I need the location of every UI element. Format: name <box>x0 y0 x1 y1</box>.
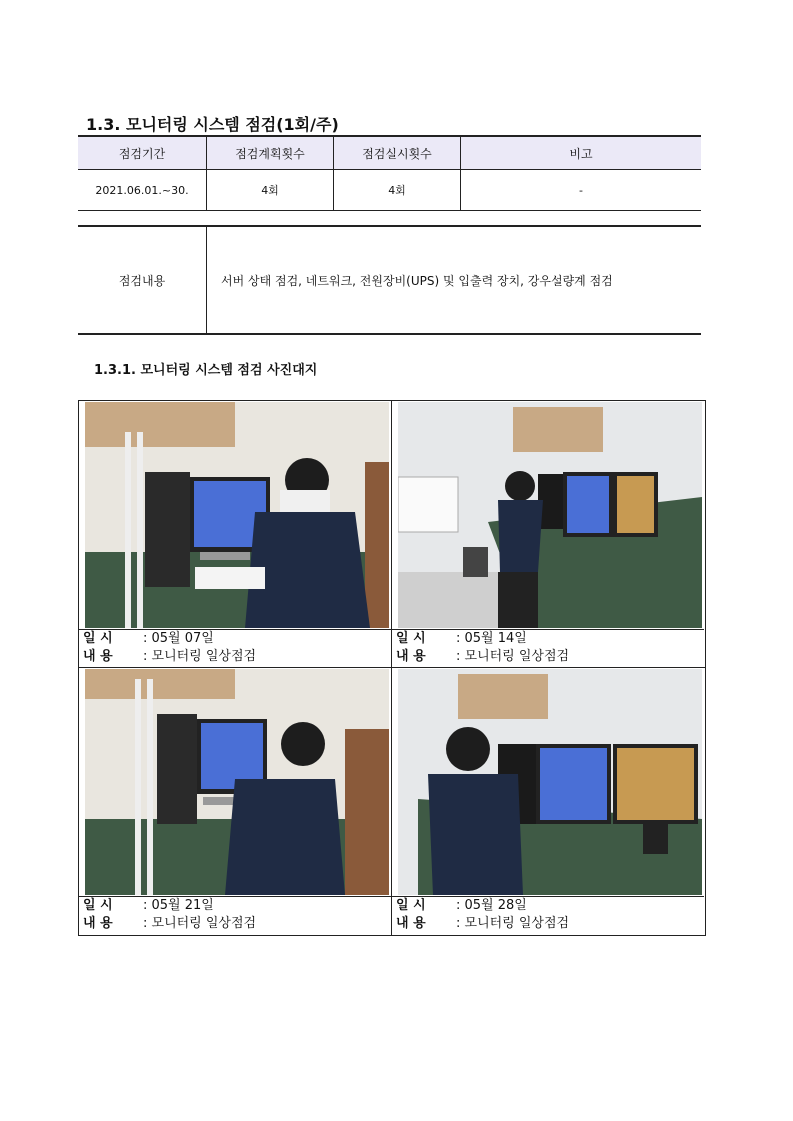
section-title: 1.3. 모니터링 시스템 점검(1회/주) <box>86 115 339 134</box>
inspection-photo <box>85 669 389 895</box>
table-cell: 4회 <box>334 170 461 211</box>
content-label: 내 용 <box>83 916 113 931</box>
photo-grid <box>78 400 706 936</box>
content-label: 내 용 <box>396 916 426 931</box>
photo-cell <box>79 401 391 667</box>
column-header: 점검계획횟수 <box>207 136 334 170</box>
table-cell: - <box>461 170 702 211</box>
photo-cell <box>392 401 704 667</box>
content-value: 서버 상태 점검, 네트워크, 전원장비(UPS) 및 입출력 장치, 강우설량계 점검 <box>207 226 702 334</box>
table-cell: 4회 <box>207 170 334 211</box>
column-header: 비고 <box>461 136 702 170</box>
content-table <box>78 225 701 335</box>
photo-caption <box>392 896 704 935</box>
date-value: : 05월 14일 <box>456 631 527 646</box>
content-label: 내 용 <box>83 649 113 664</box>
content-value: : 모니터링 일상점검 <box>143 916 257 931</box>
content-value: : 모니터링 일상점검 <box>456 649 570 664</box>
photo-cell <box>79 668 391 934</box>
date-label: 일 시 <box>83 631 113 646</box>
content-value: : 모니터링 일상점검 <box>456 916 570 931</box>
date-value: : 05월 21일 <box>143 898 214 913</box>
content-label: 내 용 <box>396 649 426 664</box>
date-label: 일 시 <box>396 631 426 646</box>
photo-caption <box>79 629 391 668</box>
subsection-title: 1.3.1. 모니터링 시스템 점검 사진대지 <box>94 363 318 378</box>
summary-table <box>78 135 701 211</box>
date-label: 일 시 <box>396 898 426 913</box>
date-value: : 05월 28일 <box>456 898 527 913</box>
content-value: : 모니터링 일상점검 <box>143 649 257 664</box>
table-row <box>78 170 701 211</box>
inspection-photo <box>398 402 702 628</box>
photo-caption <box>79 896 391 935</box>
content-label: 점검내용 <box>78 226 207 334</box>
table-cell: 2021.06.01.~30. <box>78 170 207 211</box>
date-label: 일 시 <box>83 898 113 913</box>
date-value: : 05월 07일 <box>143 631 214 646</box>
photo-caption <box>392 629 704 668</box>
inspection-photo <box>398 669 702 895</box>
inspection-photo <box>85 402 389 628</box>
photo-cell <box>392 668 704 934</box>
table-header-row <box>78 136 701 170</box>
column-header: 점검실시횟수 <box>334 136 461 170</box>
table-row <box>78 226 701 334</box>
column-header: 점검기간 <box>78 136 207 170</box>
